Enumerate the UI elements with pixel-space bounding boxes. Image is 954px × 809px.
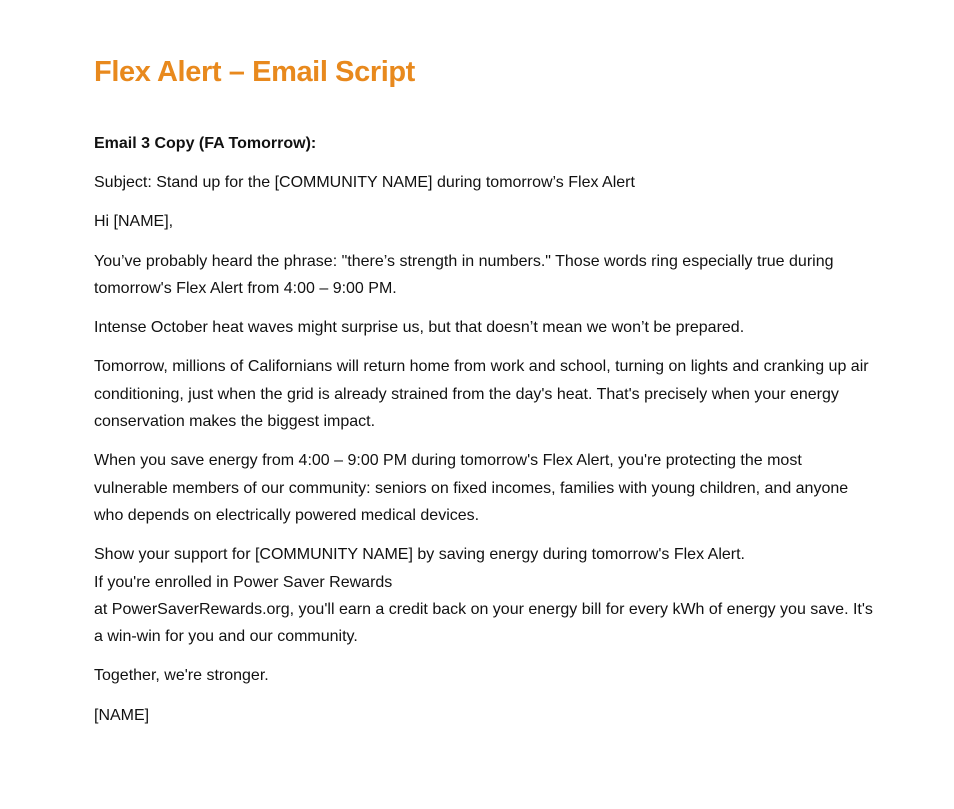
support-line-1: Show your support for [COMMUNITY NAME] by saving energy during tomorrow's Flex Alert. bbox=[94, 546, 745, 564]
email-greeting: Hi [NAME], bbox=[94, 213, 174, 231]
paragraph-vulnerable-members: When you save energy from 4:00 – 9:00 PM during tomorrow's Flex Alert, you're protecting the most vulnerable members of our community: seniors on fixed incomes, families with young children, and anyone who depends on electrically powered medical devices. bbox=[94, 452, 849, 524]
paragraph-strength-in-numbers: You’ve probably heard the phrase: "there’s strength in numbers." Those words ring especially true during tomorrow's Flex Alert from 4:00 – 9:00 PM. bbox=[94, 252, 834, 297]
support-line-3: at PowerSaverRewards.org, you'll earn a credit back on your energy bill for every kWh of energy you save. It's a win-win for you and our community. bbox=[94, 600, 873, 646]
paragraph-october-heat: Intense October heat waves might surprise us, but that doesn’t mean we won’t be prepared. bbox=[94, 319, 745, 337]
paragraph-show-support bbox=[94, 541, 874, 650]
email-copy-label: Email 3 Copy (FA Tomorrow): bbox=[94, 135, 317, 152]
support-line-2: If you're enrolled in Power Saver Rewards bbox=[94, 573, 393, 591]
signature-placeholder: [NAME] bbox=[94, 706, 150, 724]
email-script-document bbox=[94, 48, 874, 729]
email-subject: Subject: Stand up for the [COMMUNITY NAME] during tomorrow’s Flex Alert bbox=[94, 174, 635, 191]
closing-line: Together, we're stronger. bbox=[94, 667, 269, 685]
paragraph-grid-strain: Tomorrow, millions of Californians will return home from work and school, turning on lights and cranking up air conditioning, just when the grid is already strained from the day's heat. That's precisely when your energy conservation makes the biggest impact. bbox=[94, 358, 869, 431]
document-title: Flex Alert – Email Script bbox=[94, 56, 415, 88]
